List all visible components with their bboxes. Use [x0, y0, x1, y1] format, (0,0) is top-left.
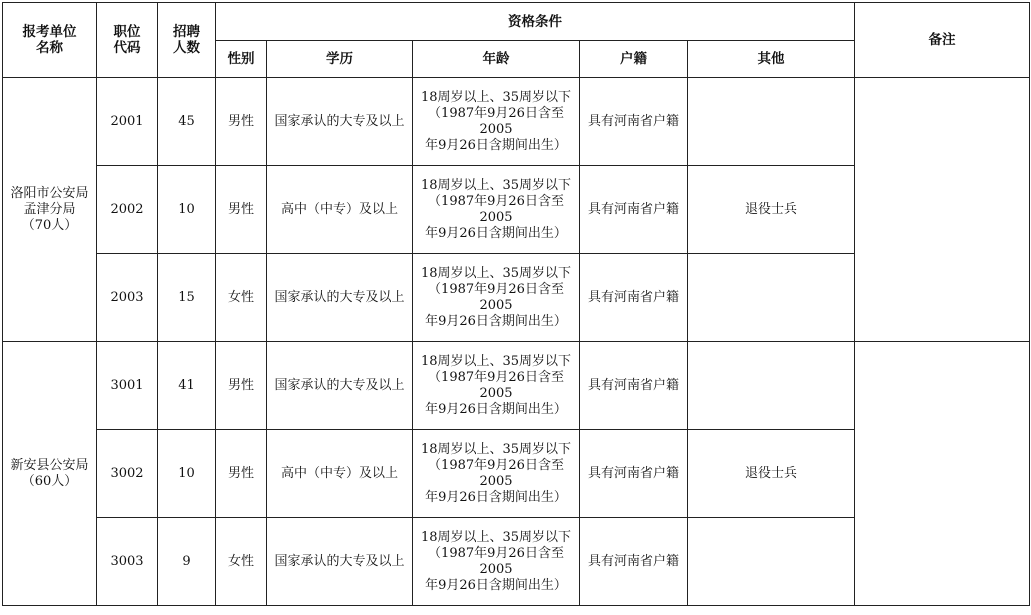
gender-cell: 男性	[216, 78, 267, 166]
unit-name-cell	[3, 78, 97, 342]
position-code: 3002	[97, 430, 158, 518]
age-line: 18周岁以上、35周岁以下	[420, 177, 572, 193]
remarks-cell	[855, 342, 1030, 606]
header-qualifications: 资格条件	[216, 3, 855, 41]
age-line: （1987年9月26日含至2005	[428, 193, 564, 225]
position-code: 2003	[97, 254, 158, 342]
education-cell: 国家承认的大专及以上	[267, 518, 413, 606]
position-code: 3003	[97, 518, 158, 606]
header-code-line: 职位	[113, 24, 141, 40]
other-cell	[688, 518, 855, 606]
position-code: 2002	[97, 166, 158, 254]
education-cell: 国家承认的大专及以上	[267, 78, 413, 166]
age-line: （1987年9月26日含至2005	[428, 105, 564, 137]
age-cell	[413, 518, 580, 606]
household-cell: 具有河南省户籍	[580, 518, 688, 606]
other-cell: 退役士兵	[688, 166, 855, 254]
household-cell: 具有河南省户籍	[580, 78, 688, 166]
age-cell	[413, 78, 580, 166]
recruitment-table	[2, 2, 1030, 606]
header-code-line: 代码	[113, 40, 141, 56]
table-row	[3, 78, 1030, 166]
age-line: 18周岁以上、35周岁以下	[420, 441, 572, 457]
age-cell	[413, 342, 580, 430]
header-education: 学历	[267, 41, 413, 78]
education-cell: 高中（中专）及以上	[267, 166, 413, 254]
education-cell: 国家承认的大专及以上	[267, 342, 413, 430]
hire-count: 45	[158, 78, 216, 166]
header-other: 其他	[688, 41, 855, 78]
age-line: 18周岁以上、35周岁以下	[420, 89, 572, 105]
hire-count: 15	[158, 254, 216, 342]
age-line: 年9月26日含期间出生）	[425, 577, 567, 593]
household-cell: 具有河南省户籍	[580, 342, 688, 430]
remarks-cell	[855, 78, 1030, 342]
age-line: 年9月26日含期间出生）	[425, 225, 567, 241]
position-code: 3001	[97, 342, 158, 430]
unit-name-line: 新安县公安局	[10, 457, 89, 473]
household-cell: 具有河南省户籍	[580, 166, 688, 254]
age-line: 18周岁以上、35周岁以下	[420, 265, 572, 281]
unit-name-line: 洛阳市公安局	[10, 185, 89, 201]
header-remarks: 备注	[855, 3, 1030, 78]
header-age: 年龄	[413, 41, 580, 78]
gender-cell: 女性	[216, 254, 267, 342]
age-line: 年9月26日含期间出生）	[425, 313, 567, 329]
header-code	[97, 3, 158, 78]
hire-count: 9	[158, 518, 216, 606]
other-cell	[688, 342, 855, 430]
gender-cell: 男性	[216, 166, 267, 254]
hire-count: 10	[158, 430, 216, 518]
other-cell	[688, 254, 855, 342]
header-gender: 性别	[216, 41, 267, 78]
age-cell	[413, 430, 580, 518]
age-cell	[413, 166, 580, 254]
unit-name-cell	[3, 342, 97, 606]
position-code: 2001	[97, 78, 158, 166]
table-row	[3, 342, 1030, 430]
age-line: （1987年9月26日含至2005	[428, 457, 564, 489]
education-cell: 国家承认的大专及以上	[267, 254, 413, 342]
age-line: 年9月26日含期间出生）	[425, 489, 567, 505]
header-unit	[3, 3, 97, 78]
unit-name-line: （70人）	[21, 217, 78, 233]
age-line: 年9月26日含期间出生）	[425, 401, 567, 417]
gender-cell: 男性	[216, 430, 267, 518]
education-cell: 高中（中专）及以上	[267, 430, 413, 518]
header-unit-line: 名称	[36, 40, 63, 56]
header-count	[158, 3, 216, 78]
other-cell: 退役士兵	[688, 430, 855, 518]
unit-name-line: 孟津分局	[23, 201, 76, 217]
hire-count: 10	[158, 166, 216, 254]
header-count-line: 人数	[173, 40, 200, 56]
gender-cell: 男性	[216, 342, 267, 430]
age-cell	[413, 254, 580, 342]
household-cell: 具有河南省户籍	[580, 430, 688, 518]
age-line: 18周岁以上、35周岁以下	[420, 529, 572, 545]
age-line: （1987年9月26日含至2005	[428, 281, 564, 313]
header-row-1	[3, 3, 1030, 41]
header-count-line: 招聘	[173, 24, 200, 40]
other-cell	[688, 78, 855, 166]
age-line: （1987年9月26日含至2005	[428, 545, 564, 577]
age-line: 年9月26日含期间出生）	[425, 137, 567, 153]
age-line: 18周岁以上、35周岁以下	[420, 353, 572, 369]
unit-name-line: （60人）	[21, 473, 78, 489]
hire-count: 41	[158, 342, 216, 430]
household-cell: 具有河南省户籍	[580, 254, 688, 342]
gender-cell: 女性	[216, 518, 267, 606]
header-household: 户籍	[580, 41, 688, 78]
header-unit-line: 报考单位	[22, 24, 77, 40]
age-line: （1987年9月26日含至2005	[428, 369, 564, 401]
